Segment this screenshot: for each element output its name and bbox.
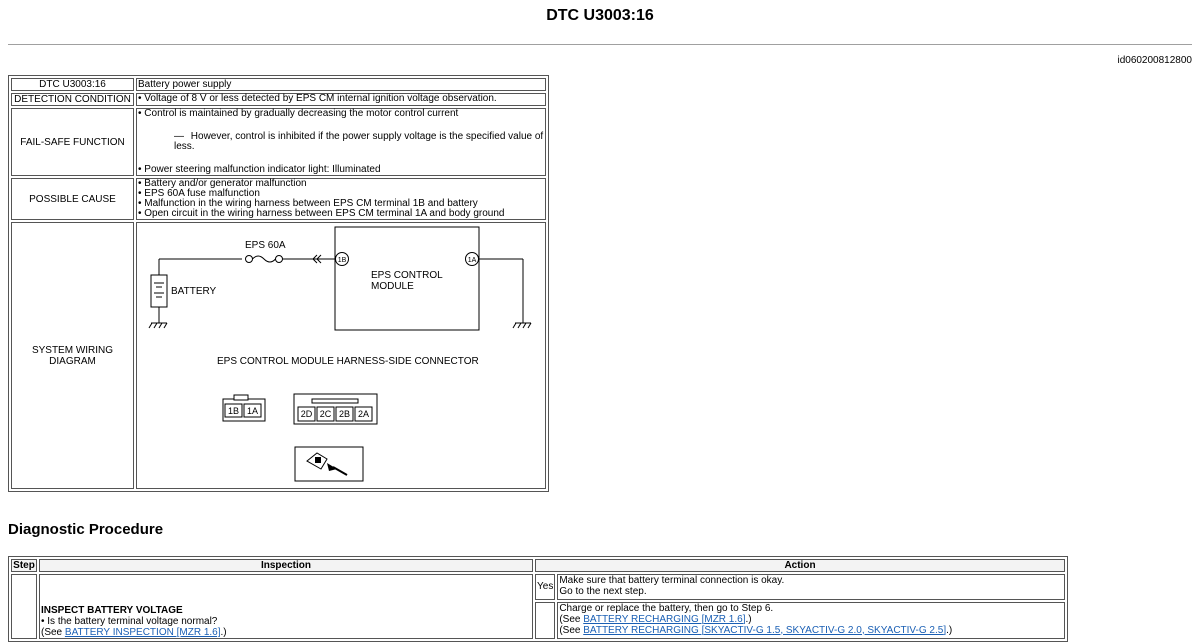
battery-label: BATTERY xyxy=(171,286,217,297)
connector-pin: 2D xyxy=(300,409,313,419)
see-suffix: .) xyxy=(220,627,227,638)
detection-value xyxy=(136,93,546,106)
inspection-title: INSPECT BATTERY VOLTAGE xyxy=(41,605,183,616)
connector-1 xyxy=(223,395,265,421)
battery-symbol xyxy=(151,275,167,307)
no-action-line: Charge or replace the battery, then go to Step 6. xyxy=(559,602,774,614)
wiring-row xyxy=(11,222,546,489)
cause-item: • Battery and/or generator malfunction xyxy=(138,179,544,189)
step-row xyxy=(11,574,1065,600)
module-label-line1: EPS CONTROL xyxy=(371,270,443,281)
battery-inspection-link[interactable]: BATTERY INSPECTION [MZR 1.6] xyxy=(64,627,221,638)
inspection-header: Inspection xyxy=(39,559,533,572)
module-label-line2: MODULE xyxy=(371,281,414,292)
connector-pin: 1A xyxy=(246,406,259,416)
dtc-code-row xyxy=(11,78,546,91)
connector-pin: 1B xyxy=(227,406,240,416)
procedure-header-row xyxy=(11,559,1065,572)
see-prefix: (See xyxy=(41,627,65,638)
failsafe-value xyxy=(136,108,546,176)
detection-item: • Voltage of 8 V or less detected by EPS CM internal ignition voltage observation. xyxy=(138,94,544,104)
failsafe-subnote: — However, control is inhibited if the power supply voltage is the specified value of less. xyxy=(174,132,544,152)
terminal-1b: 1B xyxy=(337,257,347,264)
see-prefix: (See xyxy=(559,624,584,636)
ground-symbol xyxy=(149,323,167,328)
ground-symbol xyxy=(513,323,531,328)
inspection-item: • Is the battery terminal voltage normal? xyxy=(41,616,531,627)
connector-pin: 2A xyxy=(357,409,370,419)
yes-action xyxy=(557,574,1065,600)
page-title: DTC U3003:16 xyxy=(546,7,654,24)
procedure-title: Diagnostic Procedure xyxy=(8,521,164,538)
title-divider xyxy=(8,44,1192,45)
connector-caption: EPS CONTROL MODULE HARNESS-SIDE CONNECTOR xyxy=(217,356,479,367)
step-header: Step xyxy=(11,559,37,572)
no-action-see xyxy=(559,625,1063,636)
cause-item: • Open circuit in the wiring harness between EPS CM terminal 1A and body ground xyxy=(138,209,544,219)
yes-action-line: Make sure that battery terminal connection is okay. xyxy=(559,575,785,586)
wiring-diagram-cell xyxy=(136,222,546,489)
wiring-label: SYSTEM WIRING DIAGRAM xyxy=(11,222,134,489)
see-prefix: (See xyxy=(559,613,584,625)
cause-item: • Malfunction in the wiring harness between EPS CM terminal 1B and battery xyxy=(138,199,544,209)
fuse-label: EPS 60A xyxy=(245,240,286,251)
wiring-diagram xyxy=(137,223,545,485)
connector-pin: 2B xyxy=(338,409,351,419)
see-suffix: .) xyxy=(745,613,752,625)
failsafe-item: • Power steering malfunction indicator light: Illuminated xyxy=(138,165,544,175)
failsafe-label: FAIL-SAFE FUNCTION xyxy=(11,108,134,176)
yes-action-line: Go to the next step. xyxy=(559,586,647,597)
view-direction-icon xyxy=(295,447,363,481)
dtc-info-table xyxy=(8,75,549,492)
cause-item: • EPS 60A fuse malfunction xyxy=(138,189,544,199)
detection-row xyxy=(11,93,546,106)
no-action-see xyxy=(559,614,1063,625)
battery-recharging-mzr-link[interactable]: BATTERY RECHARGING [MZR 1.6] xyxy=(583,613,746,625)
yes-label: Yes xyxy=(535,574,555,600)
connector-pin: 2C xyxy=(319,409,332,419)
detection-label: DETECTION CONDITION xyxy=(11,93,134,106)
action-header: Action xyxy=(535,559,1065,572)
no-action xyxy=(557,602,1065,639)
failsafe-row xyxy=(11,108,546,176)
battery-recharging-skyactiv-link[interactable]: BATTERY RECHARGING [SKYACTIV-G 1.5, SKYACTIV-G 2.0, SKYACTIV-G 2.5] xyxy=(583,624,947,636)
inspection-see xyxy=(41,627,531,638)
procedure-table xyxy=(8,556,1068,642)
fuse-symbol xyxy=(246,256,283,263)
dtc-code-value: Battery power supply xyxy=(136,78,546,91)
step-number xyxy=(11,574,37,639)
see-suffix: .) xyxy=(946,624,953,636)
dtc-code-label: DTC U3003:16 xyxy=(11,78,134,91)
connector-2 xyxy=(294,394,377,424)
no-label xyxy=(535,602,555,639)
inspection-cell xyxy=(39,574,533,639)
cause-value xyxy=(136,178,546,220)
terminal-1a: 1A xyxy=(467,257,477,264)
failsafe-item: • Control is maintained by gradually decreasing the motor control current xyxy=(138,109,544,119)
document-id: id060200812800 xyxy=(1117,55,1192,66)
cause-row xyxy=(11,178,546,220)
cause-label: POSSIBLE CAUSE xyxy=(11,178,134,220)
